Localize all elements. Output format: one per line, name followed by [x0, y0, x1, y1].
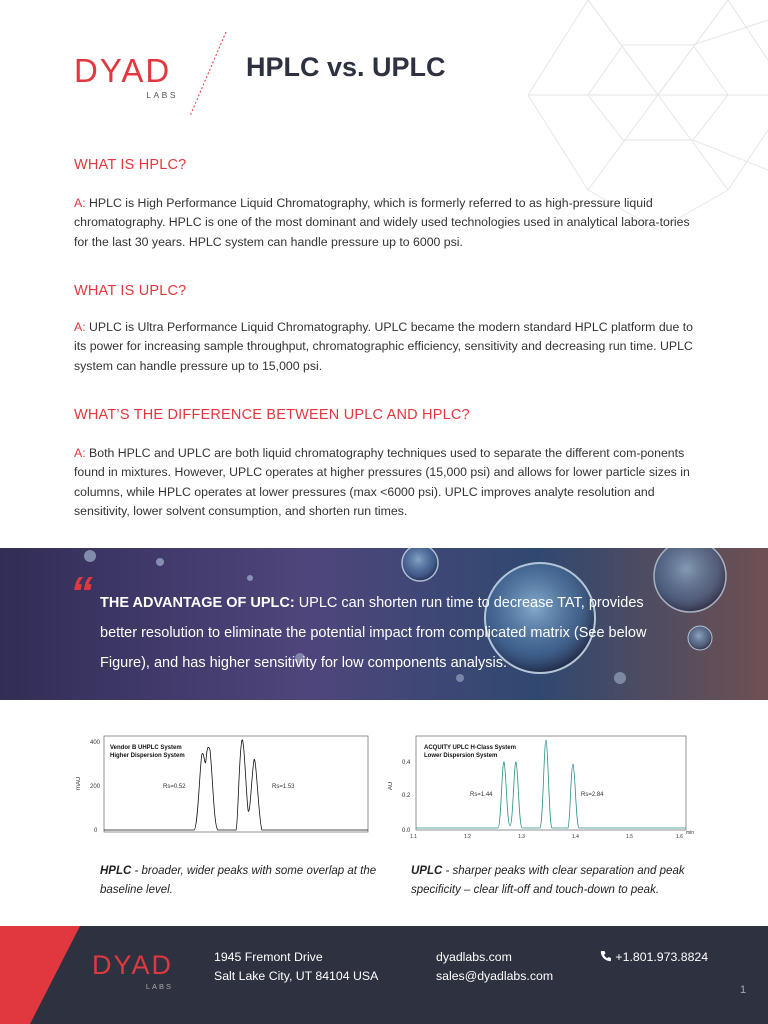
page-title: HPLC vs. UPLC — [246, 52, 446, 82]
y-tick: 200 — [90, 784, 101, 790]
quote-mark: “ — [70, 567, 93, 619]
y-tick: 0.4 — [402, 760, 411, 766]
footer-logo-word: DYAD — [92, 950, 174, 980]
x-tick: 1.6 — [676, 834, 683, 840]
dyad-logo — [74, 54, 178, 100]
email-link[interactable]: sales@dyadlabs.com — [436, 969, 554, 983]
answer-text: Both HPLC and UPLC are both liquid chromatography techniques used to separate the different com-ponents found in mixtures. However, UPLC operates at higher pressures (15,000 psi) and allows for lower particle sizes in columns, while HPLC operates at lower pressures (max <6000 psi). UPLC improves analyte resolution and sensitivity, lower solvent consumption, and shorten run times. — [74, 446, 690, 518]
x-unit: min — [686, 830, 695, 836]
dotted-divider — [188, 30, 228, 120]
website-link[interactable]: dyadlabs.com — [436, 950, 512, 964]
y-axis-label: AU — [388, 781, 394, 790]
x-tick: 1.2 — [464, 834, 471, 840]
y-tick: 0.0 — [402, 828, 411, 834]
figure-title: Vendor B UHPLC System — [110, 745, 182, 751]
quote-body: UPLC can shorten run time to decrease TAT, provides better resolution to eliminate the potential impact from complicated matrix (See below Figure), and has higher sensitivity for low components analysis. — [100, 595, 647, 671]
x-tick: 1.5 — [626, 834, 633, 840]
footer-address — [214, 948, 378, 986]
x-tick: 1.3 — [518, 834, 525, 840]
y-tick: 0 — [94, 828, 98, 834]
resolution-label: Rs=2.84 — [581, 792, 604, 798]
section-heading-hplc: WHAT IS HPLC? — [74, 157, 187, 173]
footer-logo-sub: LABS — [145, 982, 174, 991]
footer-phone[interactable] — [600, 948, 708, 967]
section-text-difference — [74, 444, 694, 521]
caption-text: - broader, wider peaks with some overlap at the baseline level. — [100, 865, 377, 896]
resolution-label: Rs=0.52 — [163, 784, 186, 790]
answer-text: UPLC is Ultra Performance Liquid Chromatography. UPLC became the modern standard HPLC platform due to its power for increasing sample throughput, chromatographic efficiency, sensitivity and decreasing run time. UPLC system can handle pressure up to 15,000 psi. — [74, 320, 694, 373]
y-axis-label: mAU — [76, 776, 82, 790]
footer-accent — [0, 926, 90, 1024]
figure-subtitle: Higher Dispersion System — [110, 753, 185, 759]
quote-text — [100, 588, 680, 678]
x-tick: 1.1 — [410, 834, 417, 840]
page-number: 1 — [740, 984, 747, 996]
logo-word: DYAD — [74, 52, 172, 89]
section-text-hplc — [74, 194, 694, 252]
caption-text: - sharper peaks with clear separation and peak specificity – clear lift-off and touch-down to peak. — [411, 865, 685, 896]
answer-prefix: A: — [74, 196, 86, 210]
footer-logo — [92, 952, 173, 991]
address-line-1: 1945 Fremont Drive — [214, 950, 323, 964]
address-line-2: Salt Lake City, UT 84104 USA — [214, 969, 379, 983]
figure-title: ACQUITY UPLC H-Class System — [424, 745, 516, 751]
caption-uplc — [411, 862, 711, 900]
quote-lead: THE ADVANTAGE OF UPLC: — [100, 595, 295, 611]
caption-hplc — [100, 862, 380, 900]
logo-sub: LABS — [146, 90, 178, 100]
y-tick: 0.2 — [402, 793, 411, 799]
phone-number[interactable]: +1.801.973.8824 — [615, 950, 709, 964]
resolution-label: Rs=1.53 — [272, 784, 295, 790]
hplc-chromatogram — [76, 730, 376, 840]
caption-lead: UPLC — [411, 865, 443, 877]
section-text-uplc — [74, 318, 694, 376]
uplc-chromatogram — [388, 730, 700, 840]
y-tick: 400 — [90, 740, 101, 746]
section-heading-uplc: WHAT IS UPLC? — [74, 283, 187, 299]
answer-prefix: A: — [74, 320, 86, 334]
resolution-label: Rs=1.44 — [470, 792, 493, 798]
figure-subtitle: Lower Dispersion System — [424, 753, 498, 759]
section-heading-difference: WHAT’S THE DIFFERENCE BETWEEN UPLC AND HPLC? — [74, 407, 470, 423]
answer-prefix: A: — [74, 446, 86, 460]
answer-text: HPLC is High Performance Liquid Chromatography, which is formerly referred to as high-pressure liquid chromatography. HPLC is one of the most dominant and widely used technologies used in analytical labora-tories for the last 30 years. HPLC system can handle pressure up to 6000 psi. — [74, 196, 690, 249]
phone-icon — [600, 950, 612, 962]
caption-lead: HPLC — [100, 865, 132, 877]
x-tick: 1.4 — [572, 834, 579, 840]
footer-contact — [436, 948, 553, 986]
